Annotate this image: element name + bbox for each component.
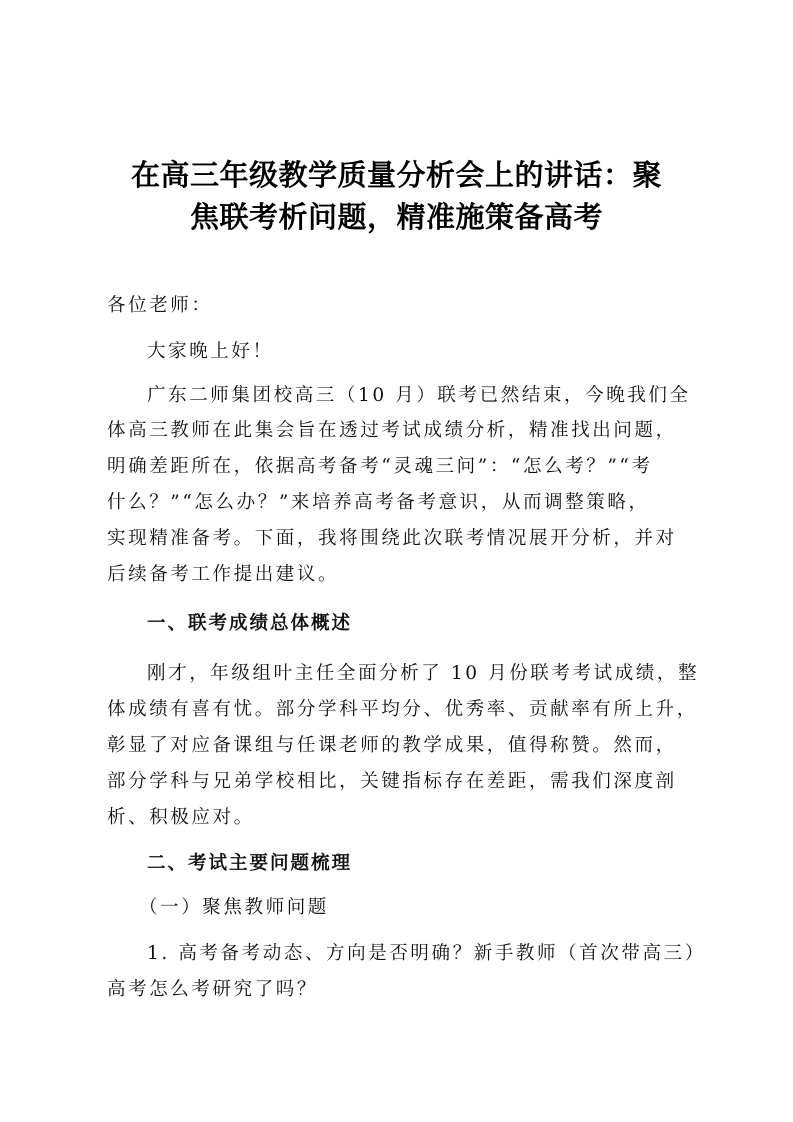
paragraph-line: 体高三教师在此集会旨在透过考试成绩分析，精准找出问题， [107,420,677,441]
salutation: 各位老师： [107,295,213,316]
paragraph-line: 广东二师集团校高三（10 月）联考已然结束，今晚我们全 [147,385,691,406]
paragraph-line: 什么？”“怎么办？”来培养高考备考意识，从而调整策略， [107,492,650,513]
paragraph-line: 1. 高考备考动态、方向是否明确？新手教师（首次带高三） [147,943,706,964]
paragraph-line: 实现精准备考。下面，我将围绕此次联考情况展开分析，并对 [107,528,677,549]
paragraph-line: 体成绩有喜有忧。部分学科平均分、优秀率、贡献率有所上升， [107,699,698,720]
greeting: 大家晚上好！ [147,341,274,362]
section-2-subheading: （一）聚焦教师问题 [139,897,329,918]
document-title [100,154,693,238]
paragraph-line: 高考怎么考研究了吗？ [107,979,319,1000]
paragraph-line: 彰显了对应备课组与任课老师的教学成果，值得称赞。然而， [107,735,677,756]
paragraph-line: 部分学科与兄弟学校相比，关键指标存在差距，需我们深度剖 [107,771,677,792]
paragraph-line: 析、积极应对。 [107,807,255,828]
title-line-1: 在高三年级教学质量分析会上的讲话：聚 [130,158,662,192]
paragraph-line: 后续备考工作提出建议。 [107,564,340,585]
title-line-2: 焦联考析问题，精准施策备高考 [189,200,603,234]
section-1-heading: 一、联考成绩总体概述 [147,613,353,634]
section-2-heading: 二、考试主要问题梳理 [147,853,353,874]
paragraph-line: 刚才，年级组叶主任全面分析了 10 月份联考考试成绩，整 [147,663,700,684]
paragraph-line: 明确差距所在，依据高考备考“灵魂三问”：“怎么考？”“考 [107,456,653,477]
